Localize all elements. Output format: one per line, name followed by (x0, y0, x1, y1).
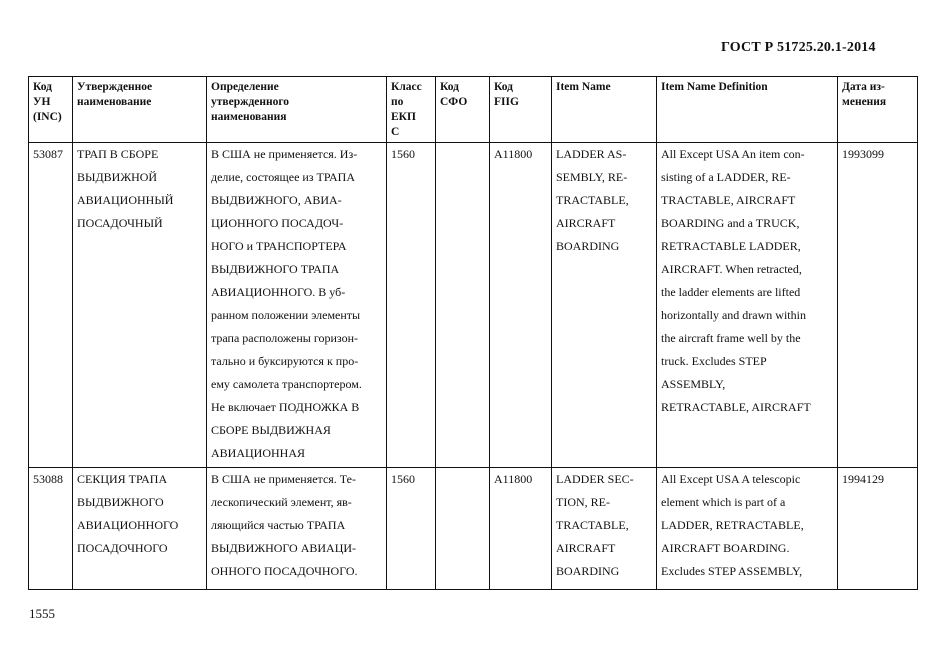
column-header-line: наименования (211, 111, 287, 123)
cell-approved-name (73, 468, 207, 590)
column-header-definition (207, 77, 387, 143)
cell-text: ТРАП В СБОРЕ ВЫДВИЖНОЙ АВИАЦИОННЫЙ ПОСАДОЧНЫЙ (77, 147, 174, 230)
column-header-line: утвержденного (211, 96, 290, 108)
cell-change-date (838, 143, 918, 468)
cell-text: A11800 (494, 472, 533, 487)
column-header-line: Утвержденное (77, 81, 153, 93)
column-header-inc (29, 77, 73, 143)
cell-item-name (552, 143, 657, 468)
column-header-line: Код (33, 81, 53, 93)
column-header-line: Дата из- (842, 81, 885, 93)
column-header-line: Класс (391, 81, 422, 93)
column-header-line: по (391, 96, 404, 108)
cell-text: All Except USA A telescopic element which is part of a LADDER, RETRACTABLE, AIRCRAFT BOARDING. Excludes STEP ASSEMBLY, (661, 472, 804, 579)
column-header-item-name-definition (657, 77, 838, 143)
column-header-line: Item Name (556, 81, 611, 93)
cell-change-date (838, 468, 918, 590)
column-header-line: СФО (440, 96, 468, 108)
cell-sfo-code (436, 468, 490, 590)
column-header-ekp-class (387, 77, 436, 143)
cell-ekp-class (387, 143, 436, 468)
cell-definition (207, 143, 387, 468)
column-header-line: (INC) (33, 111, 62, 123)
cell-text: 1994129 (842, 472, 884, 487)
column-header-line: УН (33, 96, 51, 108)
cell-text: LADDER SEC- TION, RE- TRACTABLE, AIRCRAFT BOARDING (556, 472, 634, 579)
cell-ekp-class (387, 468, 436, 590)
column-header-line: Item Name Definition (661, 81, 768, 93)
column-header-fiig-code (490, 77, 552, 143)
cell-fiig-code (490, 143, 552, 468)
cell-inc (29, 468, 73, 590)
column-header-line: С (391, 126, 400, 138)
cell-sfo-code (436, 143, 490, 468)
column-header-sfo-code (436, 77, 490, 143)
cell-approved-name (73, 143, 207, 468)
column-header-line: Код (494, 81, 514, 93)
cell-text: 1560 (391, 472, 415, 487)
cell-item-name-definition (657, 468, 838, 590)
cell-item-name-definition (657, 143, 838, 468)
column-header-line: Код (440, 81, 460, 93)
column-header-approved-name (73, 77, 207, 143)
cell-text: СЕКЦИЯ ТРАПА ВЫДВИЖНОГО АВИАЦИОННОГО ПОСАДОЧНОГО (77, 472, 179, 556)
cell-text: В США не применяется. Те- лескопический элемент, яв- ляющийся частью ТРАПА ВЫДВИЖНОГО АВИАЦИ- ОННОГО ПОСАДОЧНОГО. (211, 472, 358, 579)
cell-text: 53088 (33, 472, 63, 487)
cell-definition (207, 468, 387, 590)
cell-text: A11800 (494, 147, 533, 161)
cell-text: All Except USA An item con- sisting of a LADDER, RE- TRACTABLE, AIRCRAFT BOARDING and a TRUCK, RETRACTABLE LADDER, AIRCRAFT. When retracted, the ladder elements are lifted horizontally and drawn within the aircraft frame well by the truck. Excludes STEP ASSEMBLY, RETRACTABLE, AIRCRAFT (661, 147, 811, 414)
column-header-line: Определение (211, 81, 279, 93)
cell-item-name (552, 468, 657, 590)
column-header-item-name (552, 77, 657, 143)
document-code: ГОСТ Р 51725.20.1-2014 (721, 40, 876, 55)
column-header-line: менения (842, 96, 887, 108)
cell-text: 53087 (33, 147, 63, 161)
page-number: 1555 (29, 606, 55, 621)
table-row (29, 143, 918, 468)
column-header-line: ЕКП (391, 111, 416, 123)
column-header-line: FIIG (494, 96, 519, 108)
cell-text: LADDER AS- SEMBLY, RE- TRACTABLE, AIRCRAFT BOARDING (556, 147, 629, 253)
cell-text: 1993099 (842, 147, 884, 161)
table-row (29, 468, 918, 590)
cell-text: В США не применяется. Из- делие, состоящее из ТРАПА ВЫДВИЖНОГО, АВИА- ЦИОННОГО ПОСАДОЧ- НОГО и ТРАНСПОРТЕРА ВЫДВИЖНОГО ТРАПА АВИАЦИОННОГО. В уб- ранном положении элементы трапа расположены горизон- тально и буксируются к про- ему самолета транспортером. Не включает ПОДНОЖКА В СБОРЕ ВЫДВИЖНАЯ АВИАЦИОННАЯ (211, 147, 362, 460)
table-header-row (29, 77, 918, 143)
cell-fiig-code (490, 468, 552, 590)
column-header-line: наименование (77, 96, 152, 108)
catalog-table (28, 76, 918, 590)
cell-inc (29, 143, 73, 468)
column-header-change-date (838, 77, 918, 143)
cell-text: 1560 (391, 147, 415, 161)
